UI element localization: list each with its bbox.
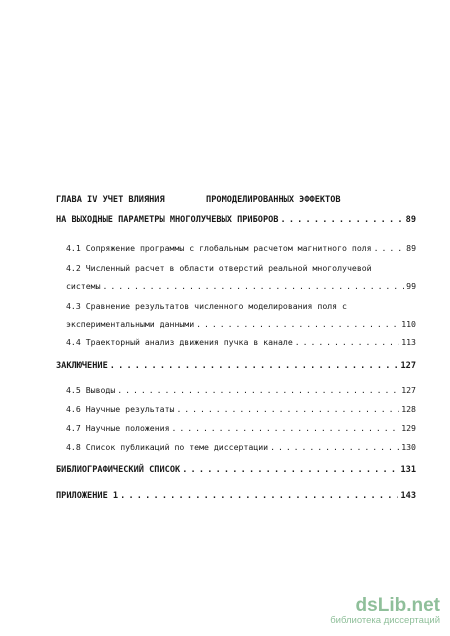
toc-entry-4-2-line1 xyxy=(56,260,416,274)
toc-entry-4-5[interactable] xyxy=(56,382,416,396)
toc-label: ПРИЛОЖЕНИЕ 1 xyxy=(56,491,119,501)
toc-chapter-4-title-line2[interactable] xyxy=(56,212,416,226)
page-number: 127 xyxy=(400,361,416,371)
watermark-brand: dsLib.net xyxy=(355,595,440,616)
toc-entry-4-1[interactable] xyxy=(56,240,416,254)
toc-label: 4.4 Траекторный анализ движения пучка в канале xyxy=(66,337,293,347)
page-number: 89 xyxy=(406,243,416,253)
leader-dots xyxy=(172,422,400,434)
toc-label: ЗАКЛЮЧЕНИЕ xyxy=(56,361,108,371)
leader-dots xyxy=(182,464,398,476)
toc-entry-4-3-line2[interactable] xyxy=(56,316,416,330)
leader-dots xyxy=(103,280,405,292)
leader-dots xyxy=(196,318,399,330)
leader-dots xyxy=(176,403,399,415)
toc-entry-4-6[interactable] xyxy=(56,401,416,415)
toc-bibliography[interactable] xyxy=(56,462,416,476)
page-number: 113 xyxy=(401,337,416,347)
leader-dots xyxy=(270,441,399,453)
toc-label: БИБЛИОГРАФИЧЕСКИЙ СПИСОК xyxy=(56,465,181,475)
toc-appendix-1[interactable] xyxy=(56,488,416,502)
toc-label: 4.1 Сопряжение программы с глобальным расчетом магнитного поля xyxy=(66,243,372,253)
page-number: 110 xyxy=(401,319,416,329)
dslib-watermark-logo xyxy=(330,595,440,626)
toc-label: 4.7 Научные положения xyxy=(66,423,170,433)
leader-dots xyxy=(280,214,403,226)
toc-label: 4.3 Сравнение результатов численного моделирования поля с xyxy=(66,301,347,311)
watermark-caption: библиотека диссертаций xyxy=(330,615,440,626)
toc-chapter-4-title-line1 xyxy=(56,192,416,206)
toc-label: 4.8 Список публикаций по теме диссертации xyxy=(66,442,269,452)
toc-label: НА ВЫХОДНЫЕ ПАРАМЕТРЫ МНОГОЛУЧЕВЫХ ПРИБОРОВ xyxy=(56,215,279,225)
page-number: 131 xyxy=(400,465,416,475)
toc-label: 4.5 Выводы xyxy=(66,385,116,395)
page-number: 99 xyxy=(406,281,416,291)
page-number: 130 xyxy=(401,442,416,452)
toc-conclusion[interactable] xyxy=(56,358,416,372)
toc-entry-4-4[interactable] xyxy=(56,334,416,348)
leader-dots xyxy=(374,242,405,254)
toc-label: системы xyxy=(66,281,101,291)
toc-label: ГЛАВА IV УЧЕТ ВЛИЯНИЯ ПРОМОДЕЛИРОВАННЫХ ЭФФЕКТОВ xyxy=(56,195,341,205)
toc-label: экспериментальными данными xyxy=(66,319,195,329)
leader-dots xyxy=(120,490,398,502)
toc-entry-4-3-line1 xyxy=(56,298,416,312)
leader-dots xyxy=(117,384,399,396)
page-number: 89 xyxy=(405,215,416,225)
page-number: 128 xyxy=(401,404,416,414)
leader-dots xyxy=(295,336,399,348)
toc-label: 4.2 Численный расчет в области отверстий реальной многолучевой xyxy=(66,263,372,273)
toc-entry-4-2-line2[interactable] xyxy=(56,278,416,292)
leader-dots xyxy=(110,360,399,372)
page-number: 127 xyxy=(401,385,416,395)
toc-entry-4-8[interactable] xyxy=(56,439,416,453)
page-number: 129 xyxy=(401,423,416,433)
toc-label: 4.6 Научные результаты xyxy=(66,404,175,414)
page-number: 143 xyxy=(400,491,416,501)
toc-entry-4-7[interactable] xyxy=(56,420,416,434)
